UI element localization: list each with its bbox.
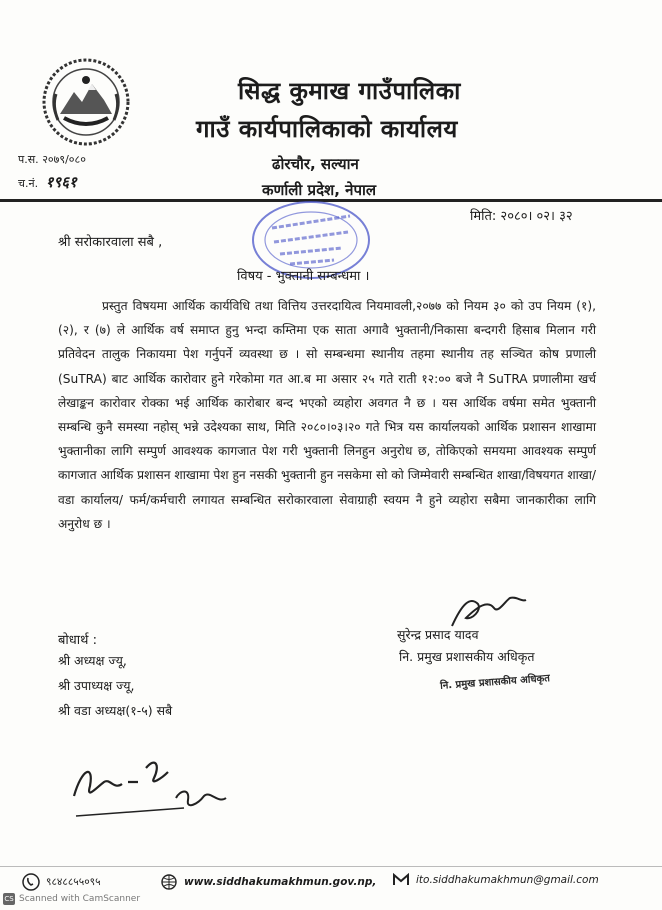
website-link[interactable]: www.siddhakumakhmun.gov.np, bbox=[184, 876, 377, 888]
nepal-emblem-icon bbox=[40, 56, 132, 148]
footer-email bbox=[392, 873, 599, 887]
cc-item: श्री अध्यक्ष ज्यू, bbox=[58, 653, 127, 668]
cn-label: च.नं. bbox=[18, 177, 42, 190]
cc-item: श्री वडा अध्यक्ष(१-५) सबै bbox=[58, 703, 173, 718]
footer-phone bbox=[22, 873, 101, 891]
cn-value: १९६१ bbox=[45, 173, 77, 191]
cc-item: श्री उपाध्यक्ष ज्यू, bbox=[58, 678, 135, 693]
letter-date: मिति: २०८०। ०२। ३२ bbox=[470, 209, 573, 224]
footer-website bbox=[160, 873, 376, 891]
phone-icon bbox=[22, 873, 40, 891]
letter-body: प्रस्तुत विषयमा आर्थिक कार्यविधि तथा वित्तिय उत्तरदायित्व नियमावली,२०७७ को नियम ३० को उप नियम (१),(२), र (७) ले आर्थिक वर्ष समाप्त हुनु भन्दा कम्तिमा एक साता अगावै भुक्तानी/निकासा बन्दगरी हिसाब मिलान गरी प्रतिवेदन तालुक निकायमा पेश गर्नुपर्ने व्यवस्था छ । सो सम्बन्धमा स्थानीय तहमा स्थानीय तह सञ्चित कोष प्रणाली (SuTRA) बाट आर्थिक कारोवार हुने गरेकोमा गत आ.ब मा असार २५ गते राती १२:०० बजे नै SuTRA प्रणालीमा खर्च लेखाङ्कन कारोवार रोक्का भई आर्थिक कारोबार बन्द भएको व्यहोरा अवगत नै छ । यस आर्थिक वर्षमा समेत भुक्तानी सम्बन्धि कुनै समस्या नहोस् भन्ने उदेश्यका साथ, मिति २०८०।०३।२० गते भित्र यस कार्यालयको आर्थिक प्रशासन शाखामा भुक्तानीका लागि सम्पुर्ण आवश्यक कागजात पेश गरी भुक्तानी लिनहुन अनुरोध छ, तोकिएको समयमा आवश्यक सम्पुर्ण कागजात आर्थिक प्रशासन शाखामा पेश हुन नसकी भुक्तानी हुन नसकेमा सो को जिम्मेवारी सम्बन्धित शाखा/विषयगत शाखा/वडा कार्यालय/ फर्म/कर्मचारी लगायत सम्बन्धित सरोकारवाला सेवाग्राही स्वयम नै हुने व्यहोरा सबैमा जानकारीका लागि अनुरोध छ । bbox=[58, 299, 596, 531]
recipient: श्री सरोकारवाला सबै , bbox=[58, 235, 163, 250]
handwritten-note-icon bbox=[64, 738, 254, 824]
web-icon bbox=[160, 873, 178, 891]
footer-divider bbox=[0, 866, 662, 867]
province-country: कर्णाली प्रदेश, नेपाल bbox=[262, 181, 377, 199]
phone-number: ९८४८८५५०९५ bbox=[46, 876, 101, 888]
signatory-stamp: नि. प्रमुख प्रशासकीय अधिकृत bbox=[439, 673, 551, 692]
signatory-title: नि. प्रमुख प्रशासकीय अधिकृत bbox=[399, 649, 535, 664]
scanner-watermark bbox=[0, 893, 140, 905]
office-name: गाउँ कार्यपालिकाको कार्यालय bbox=[196, 115, 458, 143]
ps-label: प.स. bbox=[18, 153, 43, 166]
signatory-name: सुरेन्द्र प्रसाद यादव bbox=[397, 627, 479, 642]
camscanner-logo-icon: CS bbox=[4, 895, 14, 903]
ps-value: २०७९/०८० bbox=[42, 153, 86, 166]
email-link[interactable]: ito.siddhakumakhmun@gmail.com bbox=[416, 874, 599, 886]
scanner-text: Scanned with CamScanner bbox=[19, 894, 141, 904]
dispatch-number bbox=[18, 172, 77, 192]
cc-list bbox=[58, 648, 172, 723]
office-address: ढोरचौर, सल्यान bbox=[272, 155, 359, 173]
fiscal-year-ref bbox=[18, 152, 86, 167]
letter-subject: विषय - भुक्तानी सम्बन्धमा । bbox=[237, 269, 370, 284]
mail-icon bbox=[392, 873, 410, 887]
municipality-name: सिद्ध कुमाख गाउँपालिका bbox=[238, 77, 461, 105]
cc-heading: बोधार्थ : bbox=[58, 633, 97, 648]
